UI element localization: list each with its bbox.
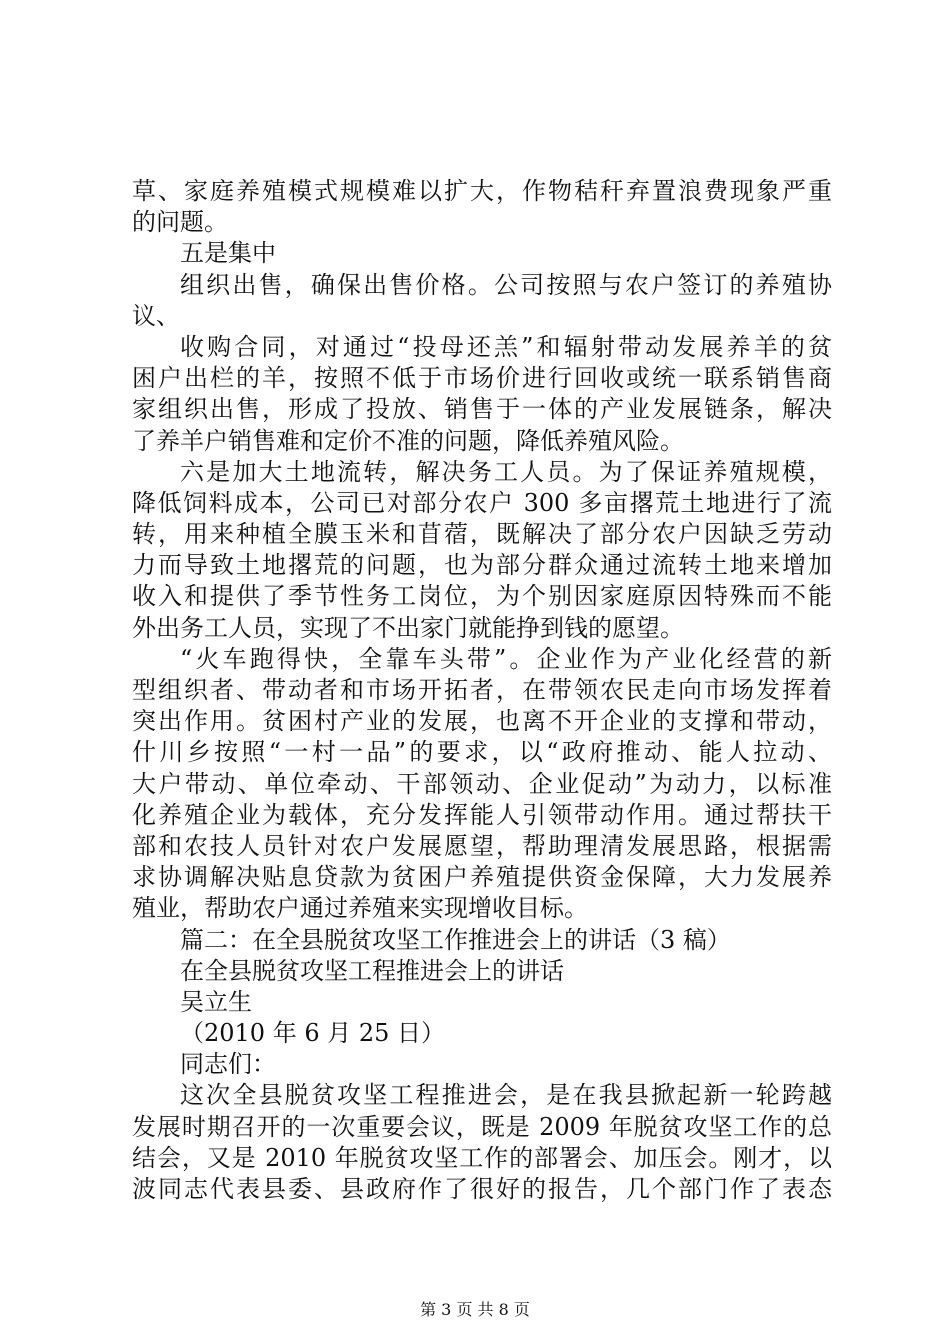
text-line: 降低饲料成本，公司已对部分农户 300 多亩撂荒土地进行了流 [132,488,832,517]
text-line: 草、家庭养殖模式规模难以扩大，作物秸秆弃置浪费现象严重 [132,177,832,205]
text-line: 求协调解决贴息贷款为贫困户养殖提供资金保障，大力发展养 [132,863,832,892]
text-line: “火车跑得快，全靠车头带”。企业作为产业化经营的新 [180,644,832,673]
text-line: 大户带动、单位牵动、干部领动、企业促动”为动力，以标准 [132,769,832,798]
text-line: 组织出售，确保出售价格。公司按照与农户签订的养殖协 [180,270,832,299]
text-line: 化养殖企业为载体，充分发挥能人引领带动作用。通过帮扶干 [132,800,832,829]
text-line: 六是加大土地流转，解决务工人员。为了保证养殖规模， [180,457,832,486]
text-line: 外出务工人员，实现了不出家门就能挣到钱的愿望。 [132,613,684,642]
text-line: 家组织出售，形成了投放、销售于一体的产业发展链条，解决 [132,395,832,424]
text-line: 议、 [132,301,180,330]
text-line: 吴立生 [180,987,252,1016]
text-line: 收购合同，对通过“投母还羔”和辐射带动发展养羊的贫 [180,332,832,361]
text-line: （2010 年 6 月 25 日） [180,1019,446,1048]
text-line: 结会，又是 2010 年脱贫攻坚工作的部署会、加压会。刚才，以 [132,1143,832,1172]
text-line: 同志们： [180,1050,276,1079]
text-line: 五是集中 [180,239,276,268]
text-line: 转，用来种植全膜玉米和苜蓿，既解决了部分农户因缺乏劳动 [132,520,832,549]
text-line: 力而导致土地撂荒的问题，也为部分群众通过流转土地来增加 [132,551,832,580]
text-line: 的问题。 [132,208,228,237]
text-line: 波同志代表县委、县政府作了很好的报告，几个部门作了表态 [132,1175,832,1203]
text-line: 部和农技人员针对农户发展愿望，帮助理清发展思路，根据需 [132,831,832,860]
text-line: 收入和提供了季节性务工岗位，为个别因家庭原因特殊而不能 [132,582,832,611]
document-body [132,176,832,1205]
text-line: 突出作用。贫困村产业的发展，也离不开企业的支撑和带动， [132,707,832,736]
text-line: 困户出栏的羊，按照不低于市场价进行回收或统一联系销售商 [132,364,832,393]
text-line: 在全县脱贫攻坚工程推进会上的讲话 [180,956,564,985]
text-line: 这次全县脱贫攻坚工程推进会，是在我县掀起新一轮跨越 [180,1081,832,1110]
text-line: 型组织者、带动者和市场开拓者，在带领农民走向市场发挥着 [132,676,832,704]
text-line: 什川乡按照“一村一品”的要求，以“政府推动、能人拉动、 [132,738,832,767]
text-line: 发展时期召开的一次重要会议，既是 2009 年脱贫攻坚工作的总 [132,1112,832,1141]
text-line: 殖业，帮助农户通过养殖来实现增收目标。 [132,894,588,923]
text-line: 篇二：在全县脱贫攻坚工作推进会上的讲话（3 稿） [180,925,731,954]
text-line: 了养羊户销售难和定价不准的问题，降低养殖风险。 [132,426,684,455]
page-footer: 第 3 页 共 8 页 [420,1300,530,1319]
